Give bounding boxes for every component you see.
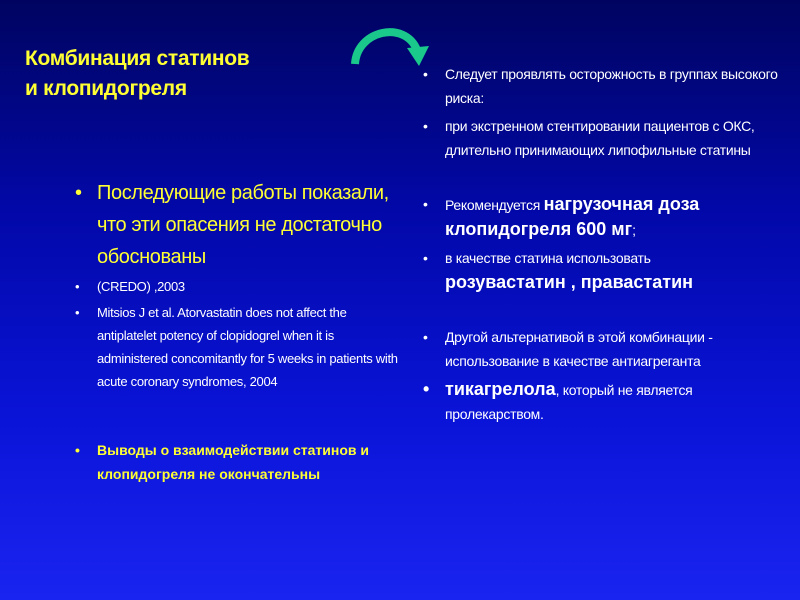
bullet-text: в качестве статина использовать xyxy=(445,250,651,266)
bullet-text: Другой альтернативой в этой комбинации - использование в качестве антиагреганта xyxy=(445,329,713,369)
reference-text: Mitsios J et al. Atorvastatin does not affect the antiplatelet potency of clopidogrel when it is administered concomitantly for 5 weeks in patients with acute coronary syndromes, 2004 xyxy=(97,305,398,389)
bold-text: тикагрелола xyxy=(445,379,556,399)
title-line-2: и клопидогреля xyxy=(25,77,187,100)
title-line-1: Комбинация статинов xyxy=(25,47,250,70)
list-item: • Выводы о взаимодействии статинов и клопидогреля не окончательны xyxy=(75,442,369,482)
list-item: • Следует проявлять осторожность в группах высокого риска: xyxy=(423,66,778,106)
conclusion-text: Выводы о взаимодействии статинов и клопидогреля не окончательны xyxy=(97,442,369,482)
bullet-text: Последующие работы показали, что эти опасения не достаточно обоснованы xyxy=(97,182,389,268)
list-item: • при экстренном стентировании пациентов с ОКС, длительно принимающих липофильные статины xyxy=(423,118,755,158)
list-item: • Рекомендуется нагрузочная доза клопидогреля 600 мг; xyxy=(423,194,700,239)
bullet-text: при экстренном стентировании пациентов с ОКС, длительно принимающих липофильные статины xyxy=(445,118,755,158)
slide-title xyxy=(25,44,249,104)
list-item: • (CREDO) ,2003 xyxy=(75,279,185,294)
right-list xyxy=(423,62,785,430)
list-item: • Другой альтернативой в этой комбинации - использование в качестве антиагреганта xyxy=(423,329,713,369)
reference-text: (CREDO) ,2003 xyxy=(97,279,185,294)
list-item: • тикагрелола, который не является пролекарством. xyxy=(423,379,693,422)
curved-arrow-icon xyxy=(345,22,430,67)
list-item: • Последующие работы показали, что эти опасения не достаточно обоснованы xyxy=(75,182,389,268)
bold-text: нагрузочная доза клопидогреля 600 мг xyxy=(445,194,700,239)
bullet-text: Рекомендуется xyxy=(445,197,544,213)
left-conclusion xyxy=(75,438,397,486)
bullet-text: Следует проявлять осторожность в группах высокого риска: xyxy=(445,66,778,106)
list-item: • Mitsios J et al. Atorvastatin does not affect the antiplatelet potency of clopidogrel when it is administered concomitantly for 5 weeks in patients with acute coronary syndromes, 2004 xyxy=(75,305,398,389)
left-main-list xyxy=(75,177,397,273)
bold-text: розувастатин , правастатин xyxy=(445,272,694,292)
list-item: • в качестве статина использовать розувастатин , правастатин xyxy=(423,250,694,292)
left-references xyxy=(75,275,407,396)
bullet-text: ; xyxy=(632,222,636,238)
bullet-text: , который не является пролекарством. xyxy=(445,382,693,422)
